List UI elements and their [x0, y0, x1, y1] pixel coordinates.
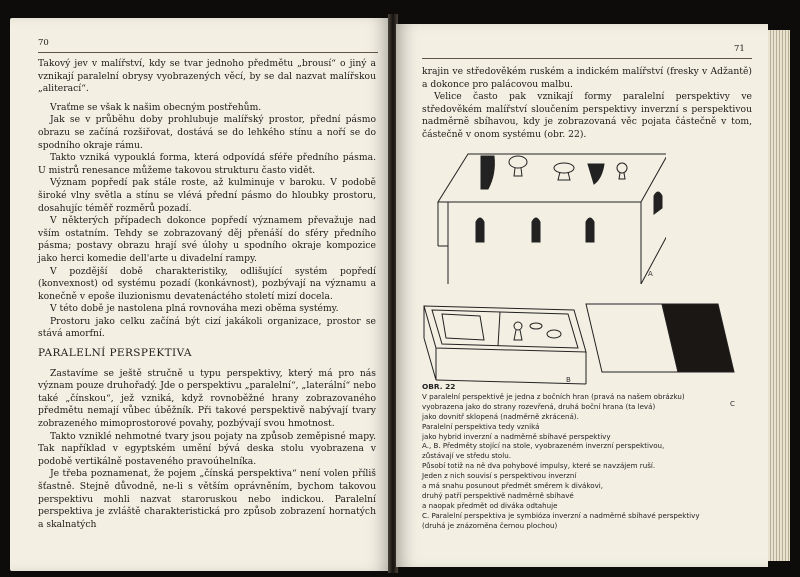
- caption-line: druhý patří perspektivě nadměrně sbíhavé: [422, 490, 574, 500]
- paragraph: Zastavíme se ještě stručně u typu perspektivy, který má pro nás význam pouze druhořadý. Jde o perspektivu „paralelní“, „laterální“ nebo také „čínskou“, jež vzniká, když rovnoběžné hrany zobrazovaného předmětu nemají vůbec úběžník. Při takové perspektivě nabývají tvary zobrazeného mimoprostorové povahy, pozbývají svou hmotnost.: [38, 367, 376, 430]
- paragraph: Takto vzniká vypouklá forma, která odpovídá sféře předního pásma. U mistrů renesance můžeme takovou strukturu často vidět.: [38, 152, 376, 176]
- caption-line: Působí totiž na ně dva pohybové impulsy, které se navzájem ruší.: [422, 461, 656, 471]
- caption-line: a má snahu posunout předmět směrem k divákovi,: [422, 481, 604, 491]
- paragraph: V některých případech dokonce popředí významem převažuje nad vším ostatním. Tehdy se zobrazovaný děj přenáší do sféry předního pásma; postavy obrazu hrají své úlohy u spodního okraje kompozice jako herci komedie dell'arte u divadelní rampy.: [38, 215, 376, 264]
- left-page: [10, 18, 390, 571]
- caption-title: OBR. 22: [422, 382, 456, 391]
- figure-labels: [396, 24, 768, 324]
- paragraph: V pozdější době charakteristiky, odlišující systém popředí (konvexnost) od systému pozadí (konkávnost), pozbývají na významu a konečně v epoše iluzionismu devatenáctého století mizí docela.: [38, 265, 376, 302]
- paragraph: Vraťme se však k našim obecným postřehům.: [50, 101, 262, 113]
- paragraph: Jak se v průběhu doby prohlubuje malířský prostor, přední pásmo obrazu se začíná rozšiřovat, dostává se do lehkého stínu a noří se do spodního okraje rámu.: [38, 114, 376, 151]
- page-edges: [768, 30, 790, 561]
- caption-line: jako dovnitř sklopená (nadměrně zkrácená).: [422, 411, 579, 421]
- header-rule-left: [38, 52, 378, 53]
- caption-line: jako hybrid inverzní a nadměrně sbíhavé perspektivy: [422, 431, 611, 441]
- caption-line: (druhá je znázorněna černou plochou): [422, 520, 558, 530]
- right-page: [396, 24, 768, 567]
- caption-line: A., B. Předměty stojící na stole, vyobrazeném inverzní perspektivou,: [422, 441, 665, 451]
- caption-line: zůstávají ve středu stolu.: [422, 451, 511, 461]
- caption-line: vyobrazena jako do strany rozevřená, druhá boční hrana (ta levá): [422, 401, 656, 411]
- paragraph: Význam popředí pak stále roste, až kulminuje v baroku. V podobě široké vlny světla a stínu se vlévá přední pásmo do hloubky prostoru, dosahujíc téměř rozměrů pozadí.: [38, 177, 376, 214]
- paragraph: Velice často pak vznikají formy paralelní perspektivy ve středověkém malířství sloučením perspektivy inverzní s perspektivou nadměrně sbíhavou, kdy je zobrazovaná věc pojata částečně v tom, částečně v onom systému (obr. 22).: [422, 91, 752, 140]
- paragraph: Je třeba poznamenat, že pojem „čínská perspektiva“ není volen příliš šťastně. Stejně důvodně, ne-li s větším oprávněním, bychom takovou perspektivu mohli nazvat staroruskou nebo indickou. Paralelní perspektiva je zvláště charakteristická pro způsob zobrazení hornatých a skalnatých: [38, 468, 376, 530]
- figure-label-b: B: [566, 376, 571, 384]
- left-page-text: [38, 58, 376, 531]
- figure-label-c: C: [730, 400, 735, 408]
- caption-line: V paralelní perspektivě je jedna z bočních hran (pravá na našem obrázku): [422, 391, 685, 401]
- caption-line: C. Paralelní perspektiva je symbióza inverzní a nadměrně sbíhavé perspektivy: [422, 510, 700, 520]
- caption-line: Paralelní perspektiva tedy vzniká: [422, 421, 540, 431]
- page-number-left: 70: [38, 38, 49, 48]
- figure-label-a: A: [648, 270, 653, 278]
- paragraph: Takový jev v malířství, kdy se tvar jednoho předmětu „brousí“ o jiný a vznikají paralelní obrysy vyobrazených věcí, by se dal nazvat malířskou „aliterací“.: [38, 58, 376, 95]
- paragraph: Takto vzniklé nehmotné tvary jsou pojaty na způsob zeměpisné mapy. Tak například v egyptském umění bývá deska stolu vyobrazena v podobě vertikálně postaveného pravoúhelníka.: [38, 430, 376, 467]
- page-number-right: 71: [734, 44, 745, 54]
- figure-caption: [422, 382, 762, 531]
- paragraph: V této době je nastolena plná rovnováha mezi oběma systémy.: [50, 303, 339, 315]
- figure-b-box: [418, 300, 588, 386]
- caption-line: Jeden z nich souvisí s perspektivou inverzní: [422, 471, 577, 481]
- caption-line: a naopak předmět od diváka odtahuje: [422, 500, 558, 510]
- section-heading: PARALELNÍ PERSPEKTIVA: [38, 347, 192, 360]
- paragraph: krajin ve středověkém ruském a indickém malířství (fresky v Adžantě) a dokonce pro palácovou malbu.: [422, 66, 752, 90]
- paragraph: Prostoru jako celku začíná být cizí jakákoli organizace, prostor se stává amorfní.: [38, 315, 376, 340]
